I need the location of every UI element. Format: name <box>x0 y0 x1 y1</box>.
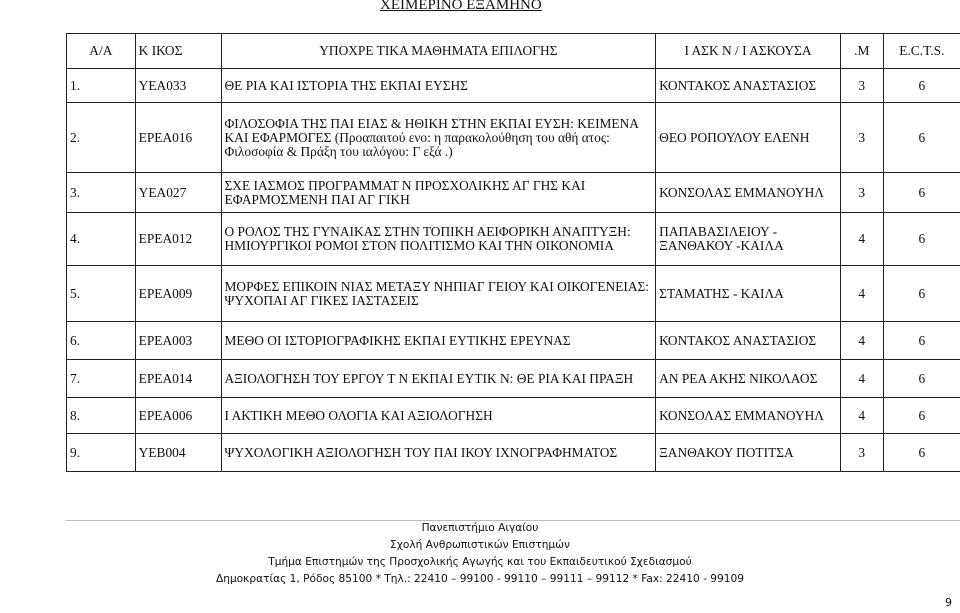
row-title: Ο ΡΟΛΟΣ ΤΗΣ ΓΥΝΑΙΚΑΣ ΣΤΗΝ ΤΟΠΙΚΗ ΑΕΙΦΟΡΙΚΗ ΑΝΑΠΤΥΞΗ: ΗΜΙΟΥΡΓΙΚΟΙ ΡΟΜΟΙ ΣΤΟΝ ΠΟΛΙΤΙΣΜΟ ΚΑΙ ΤΗΝ ΟΙΚΟΝΟΜΙΑ <box>221 213 656 266</box>
row-ects: 6 <box>883 173 960 213</box>
row-teacher: ΠΑΠΑΒΑΣΙΛΕΙΟΥ - ΞΑΝΘΑΚΟΥ -ΚΑΙΛΑ <box>656 213 841 266</box>
row-aa: 4. <box>67 213 136 266</box>
footer-school: Σχολή Ανθρωπιστικών Επιστημών <box>390 539 570 551</box>
header-ects: E.C.T.S. <box>883 34 960 69</box>
row-dm: 4 <box>840 322 883 360</box>
header-courses: ΥΠΟΧΡΕ ΤΙΚΑ ΜΑΘΗΜΑΤΑ ΕΠΙΛΟΓΗΣ <box>221 34 656 69</box>
footer <box>0 520 960 588</box>
row-teacher: ΑΝ ΡΕΑ ΑΚΗΣ ΝΙΚΟΛΑΟΣ <box>656 360 841 398</box>
row-ects: 6 <box>883 398 960 434</box>
row-code: ΥΕΑ027 <box>135 173 221 213</box>
row-teacher: ΘΕΟ ΡΟΠΟΥΛΟΥ ΕΛΕΝΗ <box>656 103 841 173</box>
header-teacher: Ι ΑΣΚ Ν / Ι ΑΣΚΟΥΣΑ <box>656 34 841 69</box>
row-dm: 3 <box>840 69 883 103</box>
row-title: ΑΞΙΟΛΟΓΗΣΗ ΤΟΥ ΕΡΓΟΥ Τ Ν ΕΚΠΑΙ ΕΥΤΙΚ Ν: ΘΕ ΡΙΑ ΚΑΙ ΠΡΑΞΗ <box>221 360 656 398</box>
row-aa: 6. <box>67 322 136 360</box>
footer-address: Δημοκρατίας 1, Ρόδος 85100 * Τηλ.: 22410 – 99100 - 99110 – 99111 – 99112 * Fax: 22410 - 99109 <box>215 573 744 585</box>
row-title: ΦΙΛΟΣΟΦΙΑ ΤΗΣ ΠΑΙ ΕΙΑΣ & ΗΘΙΚΗ ΣΤΗΝ ΕΚΠΑΙ ΕΥΣΗ: ΚΕΙΜΕΝΑ ΚΑΙ ΕΦΑΡΜΟΓΕΣ (Προαπαιτού ενο: η παρακολούθηση του αθή ατος: Φιλοσοφία & Πράξη του ιαλόγου: Γ εξά .) <box>221 103 656 173</box>
row-title: ΘΕ ΡΙΑ ΚΑΙ ΙΣΤΟΡΙΑ ΤΗΣ ΕΚΠΑΙ ΕΥΣΗΣ <box>221 69 656 103</box>
row-ects: 6 <box>883 213 960 266</box>
row-teacher: ΚΟΝΤΑΚΟΣ ΑΝΑΣΤΑΣΙΟΣ <box>656 322 841 360</box>
row-code: ΕΡΕΑ016 <box>135 103 221 173</box>
table-row <box>67 398 960 434</box>
row-code: ΕΡΕΑ006 <box>135 398 221 434</box>
row-title: ΨΥΧΟΛΟΓΙΚΗ ΑΞΙΟΛΟΓΗΣΗ ΤΟΥ ΠΑΙ ΙΚΟΥ ΙΧΝΟΓΡΑΦΗΜΑΤΟΣ <box>221 434 656 472</box>
row-dm: 4 <box>840 360 883 398</box>
row-aa: 1. <box>67 69 136 103</box>
semester-title: ΧΕΙΜΕΡΙΝΟ ΕΞΑΜΗΝΟ <box>380 0 542 13</box>
row-code: ΥΕΑ033 <box>135 69 221 103</box>
row-ects: 6 <box>883 103 960 173</box>
table-row <box>67 213 960 266</box>
row-dm: 3 <box>840 434 883 472</box>
row-ects: 6 <box>883 322 960 360</box>
row-teacher: ΚΟΝΣΟΛΑΣ ΕΜΜΑΝΟΥΗΛ <box>656 173 841 213</box>
row-code: ΕΡΕΑ012 <box>135 213 221 266</box>
footer-university: Πανεπιστήμιο Αιγαίου <box>421 522 539 534</box>
row-title: ΣΧΕ ΙΑΣΜΟΣ ΠΡΟΓΡΑΜΜΑΤ Ν ΠΡΟΣΧΟΛΙΚΗΣ ΑΓ ΓΗΣ ΚΑΙ ΕΦΑΡΜΟΣΜΕΝΗ ΠΑΙ ΑΓ ΓΙΚΗ <box>221 173 656 213</box>
row-dm: 3 <box>840 103 883 173</box>
table-row <box>67 173 960 213</box>
row-teacher: ΞΑΝΘΑΚΟΥ ΠΟΤΙΤΣΑ <box>656 434 841 472</box>
row-title: ΜΟΡΦΕΣ ΕΠΙΚΟΙΝ ΝΙΑΣ ΜΕΤΑΞΥ ΝΗΠΙΑΓ ΓΕΙΟΥ ΚΑΙ ΟΙΚΟΓΕΝΕΙΑΣ: ΨΥΧΟΠΑΙ ΑΓ ΓΙΚΕΣ ΙΑΣΤΑΣΕΙΣ <box>221 266 656 322</box>
table-row <box>67 434 960 472</box>
header-aa: Α/Α <box>67 34 136 69</box>
row-code: ΕΡΕΑ003 <box>135 322 221 360</box>
row-ects: 6 <box>883 434 960 472</box>
table-row <box>67 266 960 322</box>
row-ects: 6 <box>883 360 960 398</box>
row-aa: 7. <box>67 360 136 398</box>
table-row <box>67 360 960 398</box>
table-row <box>67 103 960 173</box>
row-code: ΕΡΕΑ009 <box>135 266 221 322</box>
header-code: Κ ΙΚΟΣ <box>135 34 221 69</box>
page-number: 9 <box>945 596 952 609</box>
header-dm: .Μ <box>840 34 883 69</box>
row-title: ΜΕΘΟ ΟΙ ΙΣΤΟΡΙΟΓΡΑΦΙΚΗΣ ΕΚΠΑΙ ΕΥΤΙΚΗΣ ΕΡΕΥΝΑΣ <box>221 322 656 360</box>
row-teacher: ΚΟΝΤΑΚΟΣ ΑΝΑΣΤΑΣΙΟΣ <box>656 69 841 103</box>
row-title: Ι ΑΚΤΙΚΗ ΜΕΘΟ ΟΛΟΓΙΑ ΚΑΙ ΑΞΙΟΛΟΓΗΣΗ <box>221 398 656 434</box>
row-aa: 5. <box>67 266 136 322</box>
row-code: ΥΕΒ004 <box>135 434 221 472</box>
row-code: ΕΡΕΑ014 <box>135 360 221 398</box>
row-teacher: ΚΟΝΣΟΛΑΣ ΕΜΜΑΝΟΥΗΛ <box>656 398 841 434</box>
row-dm: 4 <box>840 398 883 434</box>
row-dm: 4 <box>840 266 883 322</box>
table-header-row <box>67 34 960 69</box>
row-aa: 2. <box>67 103 136 173</box>
row-ects: 6 <box>883 69 960 103</box>
table-row <box>67 69 960 103</box>
courses-table <box>66 33 960 472</box>
row-aa: 8. <box>67 398 136 434</box>
table-row <box>67 322 960 360</box>
row-aa: 3. <box>67 173 136 213</box>
row-ects: 6 <box>883 266 960 322</box>
row-aa: 9. <box>67 434 136 472</box>
row-dm: 4 <box>840 213 883 266</box>
row-dm: 3 <box>840 173 883 213</box>
row-teacher: ΣΤΑΜΑΤΗΣ - ΚΑΙΛΑ <box>656 266 841 322</box>
footer-department: Τμήμα Επιστημών της Προσχολικής Αγωγής και του Εκπαιδευτικού Σχεδιασμού <box>268 556 692 568</box>
